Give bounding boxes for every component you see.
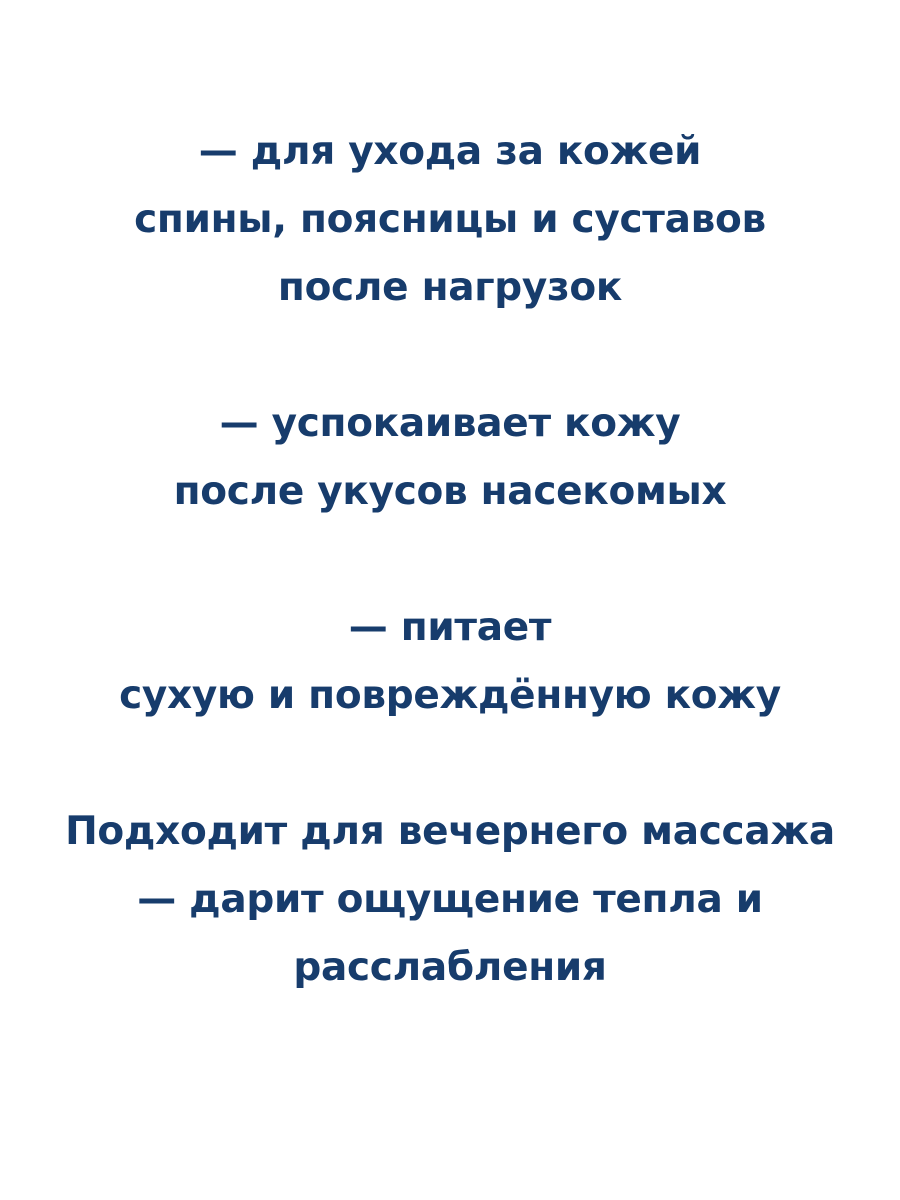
text-line: после укусов насекомых [173,469,727,514]
text-line: — для ухода за кожей [198,129,702,174]
text-line: сухую и повреждённую кожу [119,673,781,718]
benefit-soothes [0,390,900,526]
text-line: спины, поясницы и суставов [134,197,766,242]
text-line: — питает [348,605,552,650]
text-line: расслабления [293,945,607,990]
text-line: Подходит для вечернего массажа [65,809,835,854]
benefits-text [0,118,900,1002]
benefit-nourishes [0,594,900,730]
massage-note [0,798,900,1002]
text-line: — успокаивает кожу [219,401,681,446]
benefit-skin-care [0,118,900,322]
text-line: — дарит ощущение тепла и [137,877,763,922]
text-line: после нагрузок [277,265,623,310]
